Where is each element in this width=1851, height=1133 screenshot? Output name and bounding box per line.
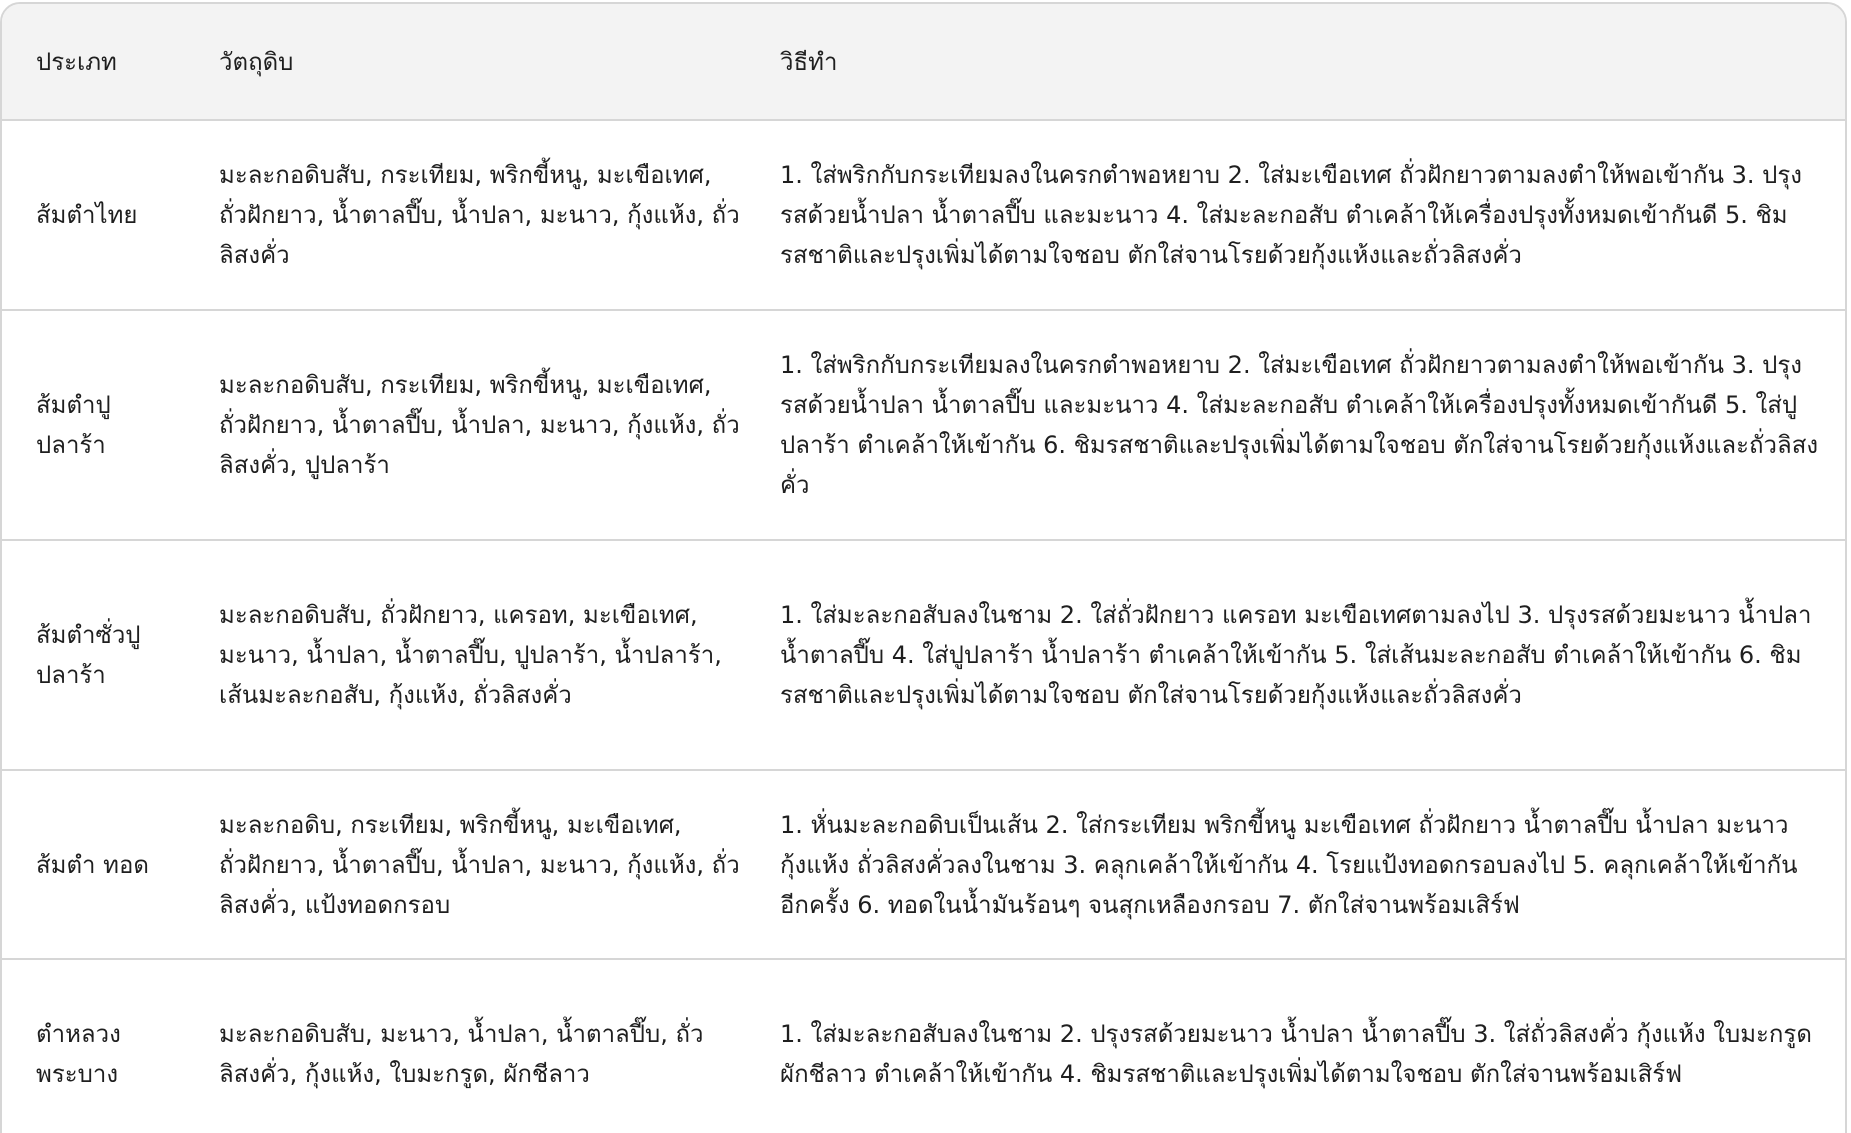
cell-method: 1. ใส่พริกกับกระเทียมลงในครกตำพอหยาบ 2. ใส่มะเขือเทศ ถั่วฝักยาวตามลงตำให้พอเข้ากัน 3. ปรุงรสด้วยน้ำปลา น้ำตาลปี๊บ และมะนาว 4. ใส่มะละกอสับ ตำเคล้าให้เครื่องปรุงทั้งหมดเข้ากันดี 5. ชิมรสชาติและปรุงเพิ่มได้ตามใจชอบ ตักใส่จานโรยด้วยกุ้งแห้งและถั่วลิสงคั่ว xyxy=(780,161,1802,269)
table-header xyxy=(2,4,1845,121)
cell-type: ส้มตำซั่วปู ปลาร้า xyxy=(36,621,141,689)
table-row xyxy=(2,960,1845,1133)
cell-type: ส้มตำไทย xyxy=(36,201,138,229)
cell-ingredients: มะละกอดิบสับ, มะนาว, น้ำปลา, น้ำตาลปี๊บ, ถั่วลิสงคั่ว, กุ้งแห้ง, ใบมะกรูด, ผักชีลาว xyxy=(219,1020,704,1088)
cell-ingredients: มะละกอดิบสับ, กระเทียม, พริกขี้หนู, มะเขือเทศ, ถั่วฝักยาว, น้ำตาลปี๊บ, น้ำปลา, มะนาว, กุ้งแห้ง, ถั่วลิสงคั่ว, ปูปลาร้า xyxy=(219,371,740,479)
recipe-table xyxy=(0,2,1847,1133)
cell-method: 1. ใส่พริกกับกระเทียมลงในครกตำพอหยาบ 2. ใส่มะเขือเทศ ถั่วฝักยาวตามลงตำให้พอเข้ากัน 3. ปรุงรสด้วยน้ำปลา น้ำตาลปี๊บ และมะนาว 4. ใส่มะละกอสับ ตำเคล้าให้เครื่องปรุงทั้งหมดเข้ากันดี 5. ใส่ปูปลาร้า ตำเคล้าให้เข้ากัน 6. ชิมรสชาติและปรุงเพิ่มได้ตามใจชอบ ตักใส่จานโรยด้วยกุ้งแห้งและถั่วลิสงคั่ว xyxy=(780,351,1819,499)
cell-ingredients: มะละกอดิบสับ, ถั่วฝักยาว, แครอท, มะเขือเทศ, มะนาว, น้ำปลา, น้ำตาลปี๊บ, ปูปลาร้า, น้ำปลาร้า, เส้นมะละกอสับ, กุ้งแห้ง, ถั่วลิสงคั่ว xyxy=(219,601,722,709)
table-row xyxy=(2,121,1845,311)
cell-type: ตำหลวง พระบาง xyxy=(36,1020,121,1088)
table-row xyxy=(2,541,1845,771)
cell-type: ส้มตำปู ปลาร้า xyxy=(36,391,111,459)
cell-ingredients: มะละกอดิบ, กระเทียม, พริกขี้หนู, มะเขือเทศ, ถั่วฝักยาว, น้ำตาลปี๊บ, น้ำปลา, มะนาว, กุ้งแห้ง, ถั่วลิสงคั่ว, แป้งทอดกรอบ xyxy=(219,810,740,919)
header-method: วิธีทำ xyxy=(780,47,838,76)
cell-method: 1. ใส่มะละกอสับลงในชาม 2. ปรุงรสด้วยมะนาว น้ำปลา น้ำตาลปี๊บ 3. ใส่ถั่วลิสงคั่ว กุ้งแห้ง ใบมะกรูด ผักชีลาว ตำเคล้าให้เข้ากัน 4. ชิมรสชาติและปรุงเพิ่มได้ตามใจชอบ ตักใส่จานพร้อมเสิร์ฟ xyxy=(780,1020,1812,1088)
table-row xyxy=(2,311,1845,541)
cell-method: 1. ใส่มะละกอสับลงในชาม 2. ใส่ถั่วฝักยาว แครอท มะเขือเทศตามลงไป 3. ปรุงรสด้วยมะนาว น้ำปลา น้ำตาลปี๊บ 4. ใส่ปูปลาร้า น้ำปลาร้า ตำเคล้าให้เข้ากัน 5. ใส่เส้นมะละกอสับ ตำเคล้าให้เข้ากัน 6. ชิมรสชาติและปรุงเพิ่มได้ตามใจชอบ ตักใส่จานโรยด้วยกุ้งแห้งและถั่วลิสงคั่ว xyxy=(780,601,1812,709)
cell-method: 1. หั่นมะละกอดิบเป็นเส้น 2. ใส่กระเทียม พริกขี้หนู มะเขือเทศ ถั่วฝักยาว น้ำตาลปี๊บ น้ำปลา มะนาว กุ้งแห้ง ถั่วลิสงคั่วลงในชาม 3. คลุกเคล้าให้เข้ากัน 4. โรยแป้งทอดกรอบลงไป 5. คลุกเคล้าให้เข้ากันอีกครั้ง 6. ทอดในน้ำมันร้อนๆ จนสุกเหลืองกรอบ 7. ตักใส่จานพร้อมเสิร์ฟ xyxy=(780,810,1798,919)
header-type: ประเภท xyxy=(36,47,117,76)
cell-type: ส้มตำ ทอด xyxy=(36,850,149,879)
table-row xyxy=(2,771,1845,960)
cell-ingredients: มะละกอดิบสับ, กระเทียม, พริกขี้หนู, มะเขือเทศ, ถั่วฝักยาว, น้ำตาลปี๊บ, น้ำปลา, มะนาว, กุ้งแห้ง, ถั่วลิสงคั่ว xyxy=(219,161,740,269)
header-ingredients: วัตถุดิบ xyxy=(219,47,294,76)
